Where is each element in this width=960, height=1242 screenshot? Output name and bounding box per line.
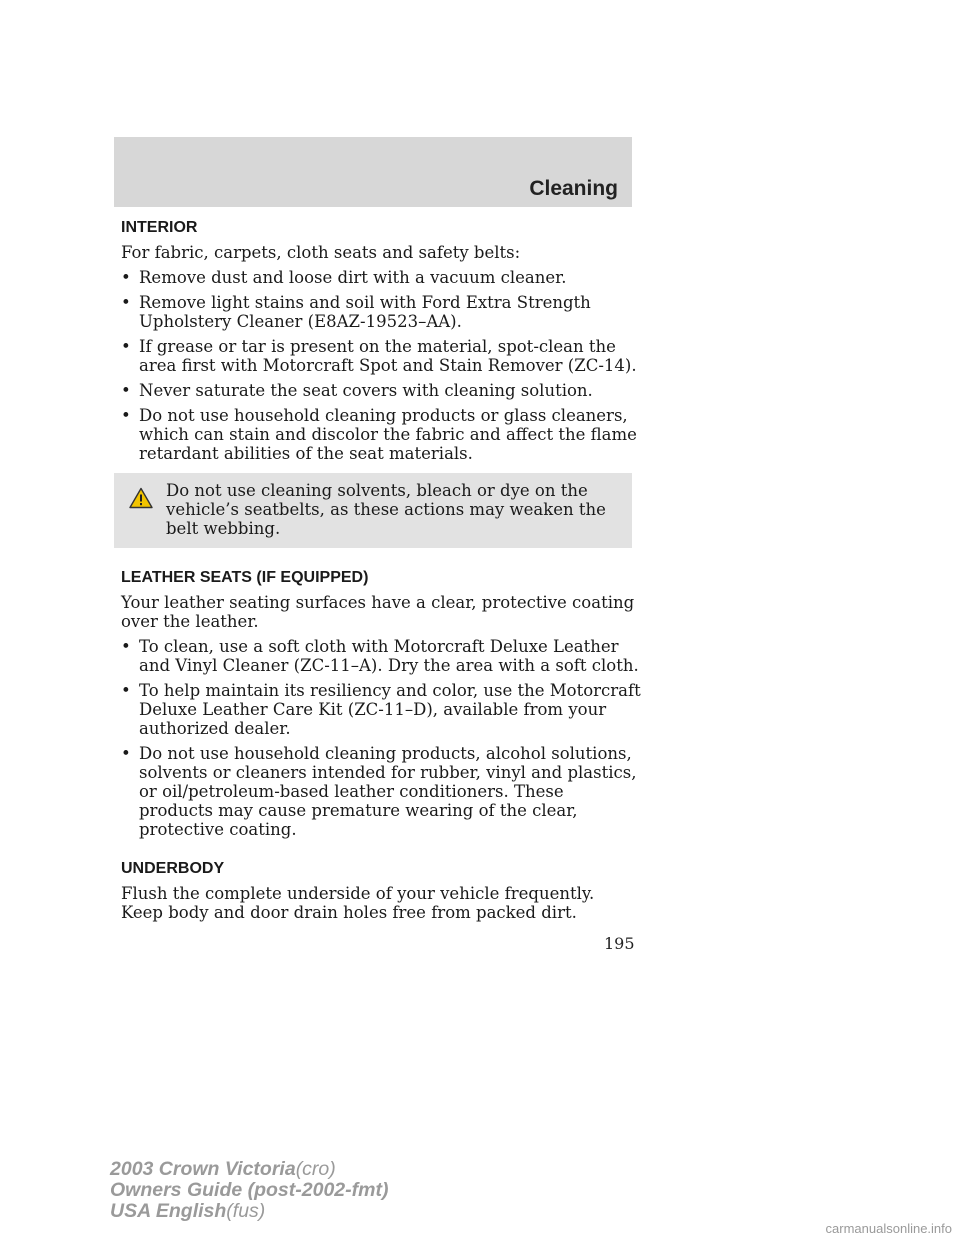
- list-item: [121, 381, 641, 400]
- list-item: [121, 637, 641, 675]
- list-item-text: Do not use household cleaning products, alcohol solutions, solvents or cleaners intended for rubber, vinyl and plastics, or oil/petroleum-based leather conditioners. These products may cause premature wearing of the clear, protective coating.: [139, 744, 637, 839]
- bullet-marker: •: [121, 637, 131, 656]
- interior-section: [121, 218, 641, 548]
- list-item-text: Remove dust and loose dirt with a vacuum cleaner.: [139, 268, 567, 287]
- page-number: 195: [604, 934, 635, 953]
- footer-line-1: [110, 1159, 388, 1180]
- bullet-marker: •: [121, 293, 131, 312]
- bullet-marker: •: [121, 744, 131, 763]
- warning-triangle-icon: [129, 487, 153, 509]
- bullet-marker: •: [121, 381, 131, 400]
- footer-vehicle: 2003 Crown Victoria: [110, 1158, 296, 1180]
- watermark: carmanualsonline.info: [825, 1221, 952, 1236]
- list-item: [121, 337, 641, 375]
- interior-heading: INTERIOR: [121, 219, 198, 236]
- leather-section: [121, 568, 641, 839]
- underbody-heading: UNDERBODY: [121, 860, 225, 877]
- bullet-marker: •: [121, 681, 131, 700]
- bullet-marker: •: [121, 268, 131, 287]
- underbody-text: Flush the complete underside of your vehicle frequently. Keep body and door drain holes free from packed dirt.: [121, 884, 595, 922]
- list-item-text: If grease or tar is present on the material, spot-clean the area first with Motorcraft Spot and Stain Remover (ZC-14).: [139, 337, 637, 375]
- leather-bullet-list: [121, 637, 641, 839]
- list-item-text: To clean, use a soft cloth with Motorcraft Deluxe Leather and Vinyl Cleaner (ZC-11–A). Dry the area with a soft cloth.: [139, 637, 639, 675]
- list-item-text: Never saturate the seat covers with cleaning solution.: [139, 381, 593, 400]
- list-item: [121, 293, 641, 331]
- bullet-marker: •: [121, 406, 131, 425]
- list-item: [121, 268, 641, 287]
- list-item-text: To help maintain its resiliency and color, use the Motorcraft Deluxe Leather Care Kit (ZC-11–D), available from your authorized dealer.: [139, 681, 641, 738]
- list-item: [121, 744, 641, 839]
- leather-intro: Your leather seating surfaces have a clear, protective coating over the leather.: [121, 593, 635, 631]
- warning-box: [114, 473, 632, 548]
- footer-language-code: (fus): [226, 1200, 266, 1222]
- section-header-band: [114, 137, 632, 207]
- warning-text: Do not use cleaning solvents, bleach or dye on the vehicle’s seatbelts, as these actions may weaken the belt webbing.: [166, 481, 606, 538]
- interior-intro: For fabric, carpets, cloth seats and safety belts:: [121, 243, 521, 262]
- interior-bullet-list: [121, 268, 641, 463]
- footer-vehicle-code: (cro): [295, 1158, 336, 1180]
- list-item-text: Remove light stains and soil with Ford Extra Strength Upholstery Cleaner (E8AZ-19523–AA).: [139, 293, 591, 331]
- footer-guide: Owners Guide (post-2002-fmt): [110, 1179, 389, 1201]
- list-item: [121, 406, 641, 463]
- footer-line-2: [110, 1180, 388, 1201]
- list-item-text: Do not use household cleaning products or glass cleaners, which can stain and discolor the fabric and affect the flame retardant abilities of the seat materials.: [139, 406, 637, 463]
- footer-line-3: [110, 1201, 388, 1222]
- footer-language: USA English: [110, 1200, 227, 1222]
- underbody-section: [121, 859, 641, 922]
- section-title: Cleaning: [529, 177, 618, 200]
- list-item: [121, 681, 641, 738]
- leather-heading: LEATHER SEATS (IF EQUIPPED): [121, 569, 369, 586]
- bullet-marker: •: [121, 337, 131, 356]
- page-content: [121, 218, 641, 928]
- document-footer: [110, 1159, 388, 1222]
